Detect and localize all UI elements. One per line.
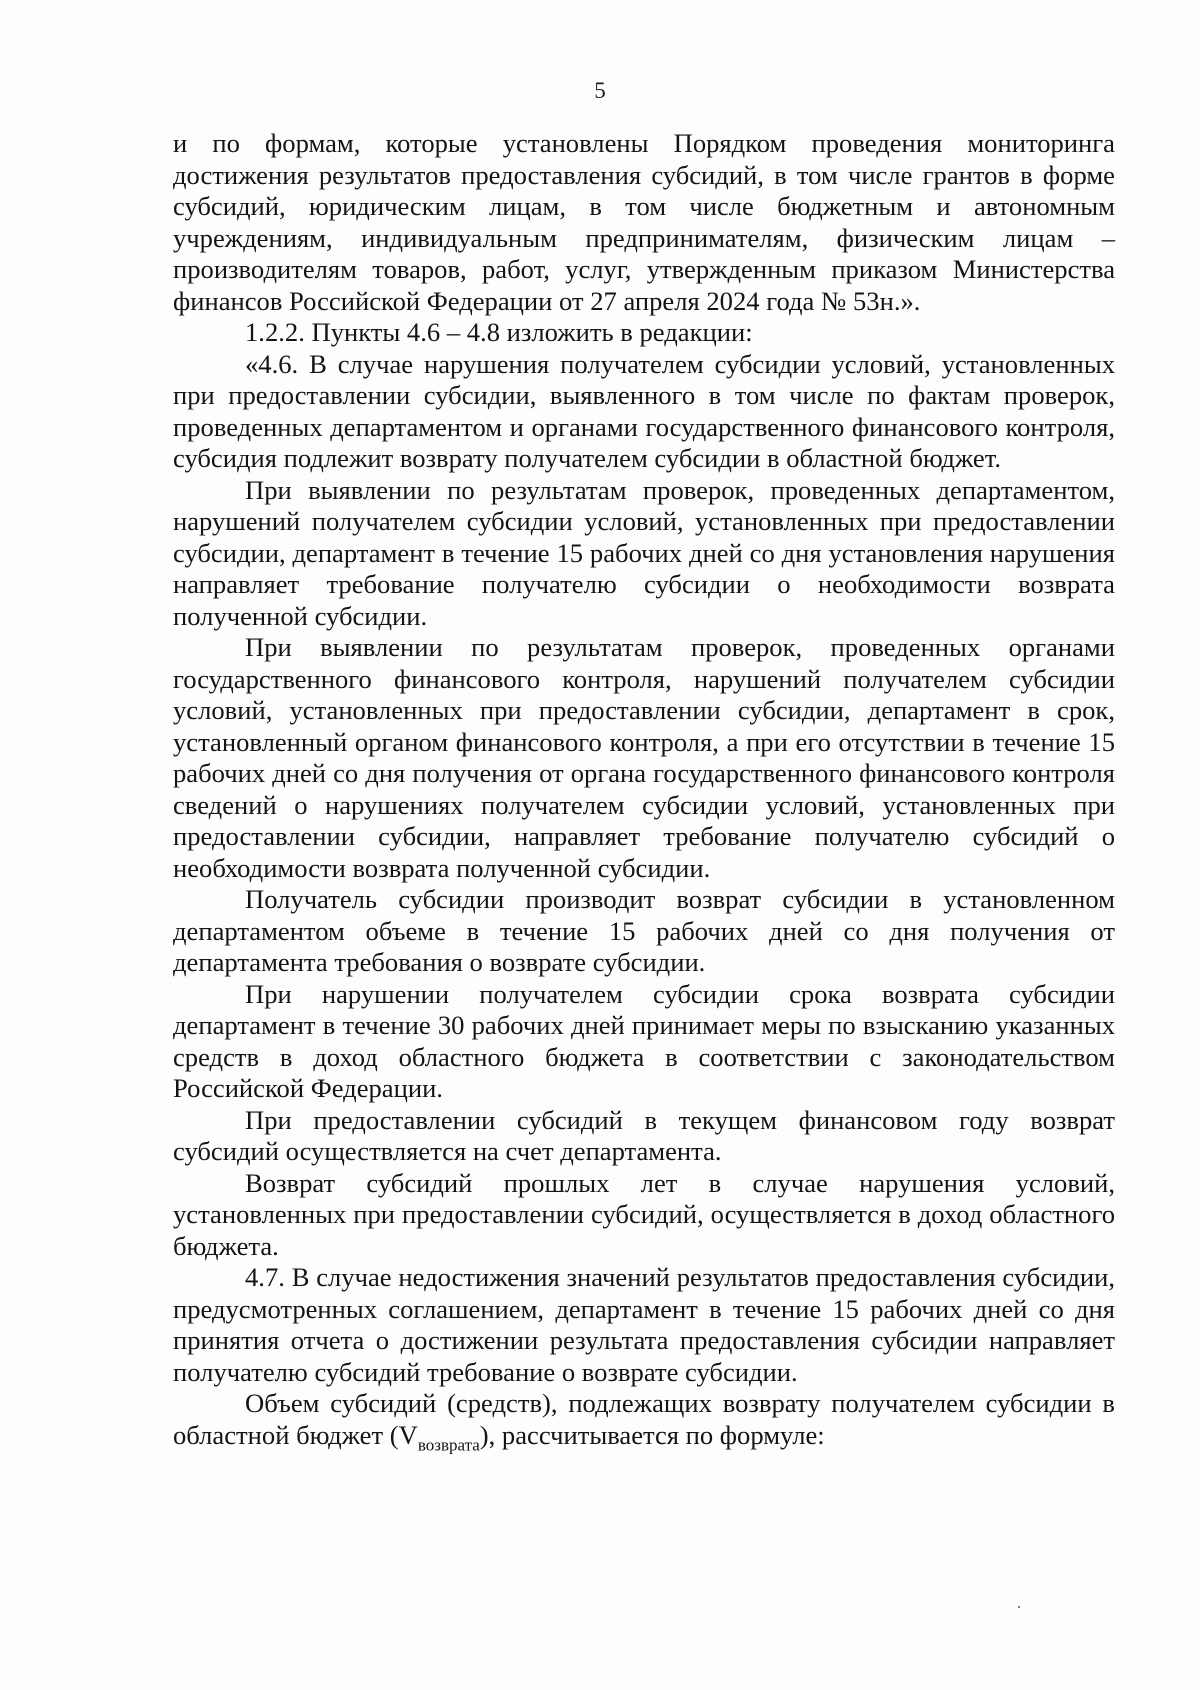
paragraph-continuation: и по формам, которые установлены Порядком проведения мониторинга достижения результатов предоставления субсидий, в том числе грантов в форме субсидий, юридическим лицам, в том числе бюджетным и автономным учреждениям, индивидуальным предпринимателям, физическим лицам – производителям товаров, работ, услуг, утвержденным приказом Министерства финансов Российской Федерации от 27 апреля 2024 года № 53н.». (173, 128, 1115, 316)
paragraph-formula-intro (173, 1388, 1115, 1454)
formula-subscript: возврата (417, 1434, 480, 1454)
formula-intro-text: Объем субсидий (средств), подлежащих возврату получателем субсидии в областной бюджет (V (173, 1388, 1115, 1450)
paragraph-state-control-audit: При выявлении по результатам проверок, проведенных органами государственного финансового контроля, нарушений получателем субсидии условий, установленных при предоставлении субсидии, департамент в срок, установленный органом финансового контроля, а при его отсутствии в течение 15 рабочих дней со дня получения от органа государственного финансового контроля сведений о нарушениях получателем субсидии условий, установленных при предоставлении субсидии, направляет требование получателю субсидий о необходимости возврата полученной субсидии. (173, 632, 1115, 883)
paragraph-refund-term: Получатель субсидии производит возврат субсидии в установленном департаментом объеме в течение 15 рабочих дней со дня получения от департамента требования о возврате субсидии. (173, 884, 1115, 977)
formula-intro-tail: ), рассчитывается по формуле: (479, 1419, 825, 1450)
paragraph-amendment-heading: 1.2.2. Пункты 4.6 – 4.8 изложить в редакции: (245, 317, 753, 347)
paragraph-recovery-measures: При нарушении получателем субсидии срока возврата субсидии департамент в течение 30 рабочих дней принимает меры по взысканию указанных средств в доход областного бюджета в соответствии с законодательством Российской Федерации. (173, 978, 1115, 1103)
scan-speck (1018, 1606, 1020, 1608)
paragraph-4-6: «4.6. В случае нарушения получателем субсидии условий, установленных при предоставлении субсидии, выявленного в том числе по фактам проверок, проведенных департаментом и органами государственного финансового контроля, субсидия подлежит возврату получателем субсидии в областной бюджет. (173, 348, 1115, 473)
page-number: 5 (594, 78, 606, 103)
paragraph-current-year-refund: При предоставлении субсидий в текущем финансовом году возврат субсидий осуществляется на счет департамента. (173, 1104, 1115, 1166)
paragraph-previous-years-refund: Возврат субсидий прошлых лет в случае нарушения условий, установленных при предоставлении субсидий, осуществляется в доход областного бюджета. (173, 1167, 1115, 1261)
paragraph-4-7: 4.7. В случае недостижения значений результатов предоставления субсидии, предусмотренных соглашением, департамент в течение 15 рабочих дней со дня принятия отчета о достижении результата предоставления субсидии направляет получателю субсидий требование о возврате субсидии. (173, 1262, 1115, 1387)
paragraph-department-audit: При выявлении по результатам проверок, проведенных департаментом, нарушений получателем субсидии условий, установленных при предоставлении субсидии, департамент в течение 15 рабочих дней со дня установления нарушения направляет требование получателю субсидии о необходимости возврата полученной субсидии. (173, 474, 1115, 631)
document-body (173, 128, 1115, 1454)
